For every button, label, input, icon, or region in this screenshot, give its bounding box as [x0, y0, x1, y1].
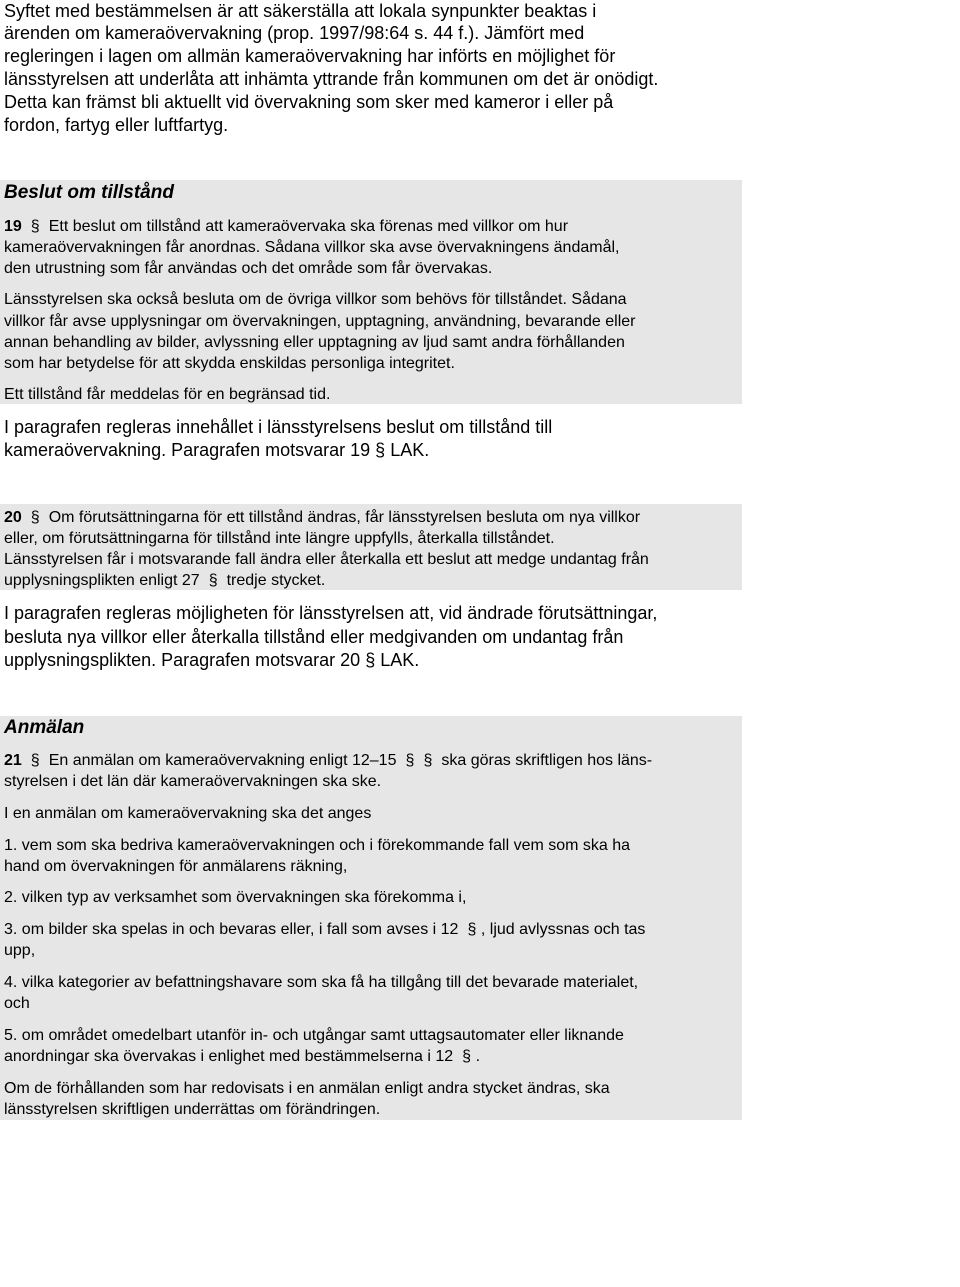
list-item: 1. vem som ska bedriva kameraövervakningen och i förekommande fall vem som ska ha	[4, 837, 631, 854]
section-21-line: styrelsen i det län där kameraövervakningen ska ske.	[4, 773, 382, 790]
section-sign: §	[467, 921, 477, 938]
section-19-p1-line: kameraövervakningen får anordnas. Sådana villkor ska avse övervakningens ändamål,	[4, 239, 620, 256]
section-21-text: En anmälan om kameraövervakning enligt 12–15	[48, 752, 397, 769]
intro-line: regleringen i lagen om allmän kameraövervakning har införts en möjlighet för	[4, 46, 616, 66]
section-21-line	[4, 750, 739, 771]
section-21-last-line: Om de förhållanden som har redovisats i en anmälan enligt andra stycket ändras, ska	[4, 1080, 610, 1097]
comment-20-line: upplysningsplikten. Paragrafen motsvarar 20 § LAK.	[4, 650, 420, 670]
list-item-text: 3. om bilder ska spelas in och bevaras eller, i fall som avses i 12	[4, 921, 459, 938]
list-item	[4, 1046, 739, 1067]
section-sign: §	[423, 752, 433, 769]
list-item-text: anordningar ska övervakas i enlighet med bestämmelserna i 12	[4, 1048, 454, 1065]
section-19-p2-line: annan behandling av bilder, avlyssning eller upptagning av ljud samt andra förhållanden	[4, 334, 625, 351]
section-19-p2-line: Länsstyrelsen ska också besluta om de övriga villkor som behövs för tillståndet. Sådana	[4, 291, 627, 308]
section-sign: §	[405, 752, 415, 769]
section-number: 20	[4, 509, 22, 526]
list-item: 5. om området omedelbart utanför in- och utgångar samt uttagsautomater eller liknande	[4, 1027, 624, 1044]
section-20-text: tredje stycket.	[226, 572, 326, 589]
section-20-line	[4, 570, 739, 591]
list-item: 2. vilken typ av verksamhet som övervakningen ska förekomma i,	[4, 889, 467, 906]
intro-line: Detta kan främst bli aktuellt vid övervakning som sker med kameror i eller på	[4, 92, 614, 112]
list-item-text: , ljud avlyssnas och tas	[480, 921, 646, 938]
section-19-p2-line: villkor får avse upplysningar om övervakningen, upptagning, användning, bevarande eller	[4, 313, 636, 330]
section-20-text: Om förutsättningarna för ett tillstånd ändras, får länsstyrelsen besluta om nya villkor	[48, 509, 641, 526]
section-19-p3: Ett tillstånd får meddelas för en begränsad tid.	[4, 386, 331, 403]
section-20-line	[4, 507, 739, 528]
list-item-text: .	[475, 1048, 481, 1065]
section-21-text: ska göras skriftligen hos läns-	[441, 752, 653, 769]
section-20-line: eller, om förutsättningarna för tillstånd inte längre uppfylls, återkalla tillståndet.	[4, 530, 555, 547]
intro-line: Syftet med bestämmelsen är att säkerställa att lokala synpunkter beaktas i	[4, 1, 597, 21]
section-21-last-line: länsstyrelsen skriftligen underrättas om förändringen.	[4, 1101, 381, 1118]
intro-line: fordon, fartyg eller luftfartyg.	[4, 115, 229, 135]
section-19-p1-line: den utrustning som får användas och det område som får övervakas.	[4, 260, 493, 277]
section-sign: §	[462, 1048, 472, 1065]
list-item: och	[4, 995, 30, 1012]
heading-anmalan: Anmälan	[4, 717, 85, 738]
section-sign: §	[30, 509, 40, 526]
list-item: hand om övervakningen för anmälarens räkning,	[4, 858, 348, 875]
list-item	[4, 919, 739, 940]
section-19-p2-line: som har betydelse för att skydda enskildas personliga integritet.	[4, 355, 455, 372]
section-20-text: upplysningsplikten enligt 27	[4, 572, 200, 589]
section-sign: §	[30, 752, 40, 769]
comment-19-line: kameraövervakning. Paragrafen motsvarar 19 § LAK.	[4, 440, 430, 460]
list-item: upp,	[4, 942, 36, 959]
comment-19-line: I paragrafen regleras innehållet i länsstyrelsens beslut om tillstånd till	[4, 417, 553, 437]
list-item: 4. vilka kategorier av befattningshavare som ska få ha tillgång till det bevarade materialet,	[4, 974, 639, 991]
section-sign: §	[208, 572, 218, 589]
intro-line: länsstyrelsen att underlåta att inhämta yttrande från kommunen om det är onödigt.	[4, 69, 659, 89]
section-20-line: Länsstyrelsen får i motsvarande fall ändra eller återkalla ett beslut att medge undantag från	[4, 551, 649, 568]
section-sign: §	[30, 218, 40, 235]
comment-20-line: I paragrafen regleras möjligheten för länsstyrelsen att, vid ändrade förutsättningar,	[4, 603, 658, 623]
section-19-text: Ett beslut om tillstånd att kameraövervaka ska förenas med villkor om hur	[48, 218, 569, 235]
section-number: 21	[4, 752, 22, 769]
section-19-p1-line	[4, 216, 739, 237]
heading-beslut-om-tillstand: Beslut om tillstånd	[4, 182, 174, 203]
intro-line: ärenden om kameraövervakning (prop. 1997/98:64 s. 44 f.). Jämfört med	[4, 23, 585, 43]
comment-20-line: besluta nya villkor eller återkalla tillstånd eller medgivanden om undantag från	[4, 627, 624, 647]
section-number: 19	[4, 218, 22, 235]
section-21-intro: I en anmälan om kameraövervakning ska det anges	[4, 805, 372, 822]
